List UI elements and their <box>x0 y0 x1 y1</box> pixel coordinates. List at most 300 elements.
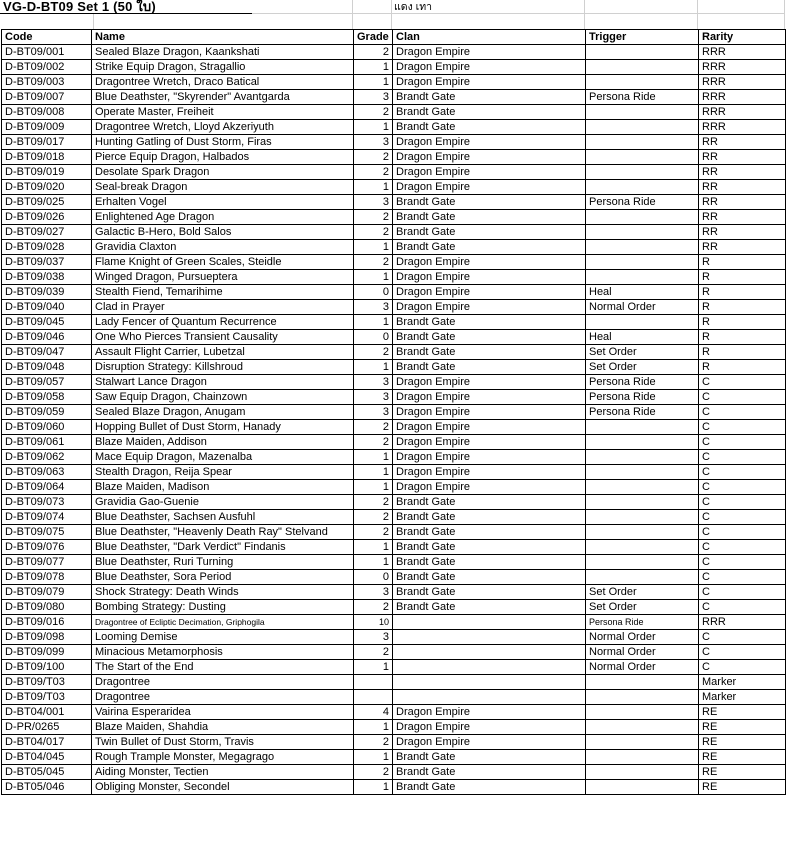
cell-rarity[interactable]: R <box>699 270 786 285</box>
cell-code[interactable]: D-BT09/063 <box>2 465 92 480</box>
cell-name[interactable]: Flame Knight of Green Scales, Steidle <box>92 255 354 270</box>
cell-trigger[interactable] <box>586 750 699 765</box>
cell-name[interactable]: Blaze Maiden, Shahdia <box>92 720 354 735</box>
cell-code[interactable]: D-BT09/074 <box>2 510 92 525</box>
cell-code[interactable]: D-BT09/025 <box>2 195 92 210</box>
cell-clan[interactable]: Dragon Empire <box>393 405 586 420</box>
cell-grade[interactable]: 2 <box>354 525 393 540</box>
cell-rarity[interactable]: RE <box>699 735 786 750</box>
cell-grade[interactable]: 2 <box>354 210 393 225</box>
cell-code[interactable]: D-BT09/039 <box>2 285 92 300</box>
cell-code[interactable]: D-BT09/020 <box>2 180 92 195</box>
cell-rarity[interactable]: C <box>699 465 786 480</box>
cell-trigger[interactable]: Heal <box>586 330 699 345</box>
cell-name[interactable]: Lady Fencer of Quantum Recurrence <box>92 315 354 330</box>
cell-clan[interactable]: Dragon Empire <box>393 45 586 60</box>
cell-trigger[interactable] <box>586 465 699 480</box>
cell-trigger[interactable] <box>586 675 699 690</box>
cell-trigger[interactable] <box>586 60 699 75</box>
cell-grade[interactable]: 3 <box>354 135 393 150</box>
cell-code[interactable]: D-BT09/007 <box>2 90 92 105</box>
cell-clan[interactable] <box>393 645 586 660</box>
cell-rarity[interactable]: RE <box>699 720 786 735</box>
cell-trigger[interactable] <box>586 120 699 135</box>
cell-code[interactable]: D-BT09/079 <box>2 585 92 600</box>
cell-grade[interactable]: 2 <box>354 345 393 360</box>
cell-code[interactable]: D-BT09/048 <box>2 360 92 375</box>
cell-name[interactable]: Erhalten Vogel <box>92 195 354 210</box>
cell-trigger[interactable]: Set Order <box>586 585 699 600</box>
cell-trigger[interactable]: Heal <box>586 285 699 300</box>
cell-clan[interactable] <box>393 675 586 690</box>
cell-trigger[interactable] <box>586 540 699 555</box>
cell-grade[interactable]: 3 <box>354 585 393 600</box>
cell-name[interactable]: Gravidia Claxton <box>92 240 354 255</box>
cell-code[interactable]: D-BT09/037 <box>2 255 92 270</box>
cell-grade[interactable]: 1 <box>354 315 393 330</box>
cell-grade[interactable]: 1 <box>354 270 393 285</box>
cell-code[interactable]: D-BT09/038 <box>2 270 92 285</box>
cell-clan[interactable]: Dragon Empire <box>393 285 586 300</box>
cell-code[interactable]: D-BT09/028 <box>2 240 92 255</box>
cell-trigger[interactable] <box>586 45 699 60</box>
cell-code[interactable]: D-BT09/047 <box>2 345 92 360</box>
cell-name[interactable]: Blaze Maiden, Addison <box>92 435 354 450</box>
cell-clan[interactable]: Brandt Gate <box>393 525 586 540</box>
cell-code[interactable]: D-BT09/062 <box>2 450 92 465</box>
cell-code[interactable]: D-BT09/017 <box>2 135 92 150</box>
cell-clan[interactable] <box>393 615 586 630</box>
cell-clan[interactable]: Dragon Empire <box>393 300 586 315</box>
cell-code[interactable]: D-BT09/045 <box>2 315 92 330</box>
cell-clan[interactable]: Brandt Gate <box>393 765 586 780</box>
cell-trigger[interactable] <box>586 105 699 120</box>
cell-clan[interactable]: Brandt Gate <box>393 105 586 120</box>
cell-code[interactable]: D-BT09/T03 <box>2 675 92 690</box>
cell-clan[interactable]: Brandt Gate <box>393 210 586 225</box>
cell-trigger[interactable] <box>586 720 699 735</box>
cell-name[interactable]: Mace Equip Dragon, Mazenalba <box>92 450 354 465</box>
cell-name[interactable]: Galactic B-Hero, Bold Salos <box>92 225 354 240</box>
cell-rarity[interactable]: C <box>699 420 786 435</box>
cell-rarity[interactable]: C <box>699 555 786 570</box>
cell-name[interactable]: Clad in Prayer <box>92 300 354 315</box>
column-header-rarity[interactable]: Rarity <box>699 30 786 45</box>
cell-grade[interactable]: 3 <box>354 300 393 315</box>
cell-code[interactable]: D-BT09/026 <box>2 210 92 225</box>
cell-clan[interactable]: Brandt Gate <box>393 600 586 615</box>
cell-clan[interactable]: Brandt Gate <box>393 540 586 555</box>
cell-clan[interactable] <box>393 690 586 705</box>
cell-clan[interactable]: Dragon Empire <box>393 135 586 150</box>
cell-clan[interactable]: Brandt Gate <box>393 780 586 795</box>
cell-trigger[interactable]: Set Order <box>586 345 699 360</box>
cell-clan[interactable]: Dragon Empire <box>393 75 586 90</box>
cell-name[interactable]: Dragontree <box>92 690 354 705</box>
cell-code[interactable]: D-BT09/098 <box>2 630 92 645</box>
cell-name[interactable]: Strike Equip Dragon, Stragallio <box>92 60 354 75</box>
cell-grade[interactable]: 1 <box>354 240 393 255</box>
cell-clan[interactable]: Dragon Empire <box>393 270 586 285</box>
cell-trigger[interactable] <box>586 555 699 570</box>
cell-name[interactable]: Seal-break Dragon <box>92 180 354 195</box>
cell-trigger[interactable]: Set Order <box>586 600 699 615</box>
cell-name[interactable]: Enlightened Age Dragon <box>92 210 354 225</box>
cell-grade[interactable]: 0 <box>354 285 393 300</box>
cell-rarity[interactable]: C <box>699 450 786 465</box>
cell-trigger[interactable] <box>586 570 699 585</box>
cell-name[interactable]: The Start of the End <box>92 660 354 675</box>
cell-name[interactable]: Aiding Monster, Tectien <box>92 765 354 780</box>
cell-rarity[interactable]: C <box>699 525 786 540</box>
cell-clan[interactable]: Dragon Empire <box>393 480 586 495</box>
cell-trigger[interactable]: Normal Order <box>586 300 699 315</box>
cell-grade[interactable]: 3 <box>354 375 393 390</box>
cell-trigger[interactable]: Set Order <box>586 360 699 375</box>
cell-code[interactable]: D-BT09/073 <box>2 495 92 510</box>
cell-clan[interactable]: Brandt Gate <box>393 315 586 330</box>
cell-code[interactable]: D-BT05/045 <box>2 765 92 780</box>
cell-name[interactable]: Blue Deathster, "Heavenly Death Ray" Stelvand <box>92 525 354 540</box>
cell-rarity[interactable]: Marker <box>699 690 786 705</box>
cell-trigger[interactable] <box>586 705 699 720</box>
cell-grade[interactable]: 2 <box>354 510 393 525</box>
cell-name[interactable]: Shock Strategy: Death Winds <box>92 585 354 600</box>
cell-grade[interactable]: 1 <box>354 75 393 90</box>
cell-name[interactable]: Saw Equip Dragon, Chainzown <box>92 390 354 405</box>
cell-rarity[interactable]: C <box>699 405 786 420</box>
cell-rarity[interactable]: C <box>699 660 786 675</box>
cell-grade[interactable]: 1 <box>354 450 393 465</box>
cell-code[interactable]: D-BT09/027 <box>2 225 92 240</box>
cell-grade[interactable] <box>354 675 393 690</box>
cell-trigger[interactable]: Normal Order <box>586 630 699 645</box>
cell-clan[interactable] <box>393 630 586 645</box>
cell-name[interactable]: Disruption Strategy: Killshroud <box>92 360 354 375</box>
cell-grade[interactable]: 3 <box>354 390 393 405</box>
cell-rarity[interactable]: RR <box>699 210 786 225</box>
cell-grade[interactable]: 2 <box>354 435 393 450</box>
cell-rarity[interactable]: C <box>699 645 786 660</box>
cell-grade[interactable]: 2 <box>354 165 393 180</box>
cell-code[interactable]: D-BT09/019 <box>2 165 92 180</box>
cell-grade[interactable]: 3 <box>354 90 393 105</box>
cell-code[interactable]: D-BT09/078 <box>2 570 92 585</box>
column-header-name[interactable]: Name <box>92 30 354 45</box>
cell-grade[interactable]: 2 <box>354 420 393 435</box>
cell-name[interactable]: Stalwart Lance Dragon <box>92 375 354 390</box>
cell-grade[interactable]: 4 <box>354 705 393 720</box>
cell-trigger[interactable] <box>586 420 699 435</box>
column-header-clan[interactable]: Clan <box>393 30 586 45</box>
cell-trigger[interactable] <box>586 450 699 465</box>
cell-code[interactable]: D-BT09/009 <box>2 120 92 135</box>
cell-trigger[interactable] <box>586 480 699 495</box>
cell-clan[interactable]: Dragon Empire <box>393 165 586 180</box>
cell-rarity[interactable]: RRR <box>699 45 786 60</box>
cell-grade[interactable]: 2 <box>354 765 393 780</box>
cell-trigger[interactable] <box>586 165 699 180</box>
cell-grade[interactable]: 1 <box>354 480 393 495</box>
cell-rarity[interactable]: R <box>699 330 786 345</box>
cell-code[interactable]: D-BT04/045 <box>2 750 92 765</box>
cell-code[interactable]: D-BT09/080 <box>2 600 92 615</box>
cell-rarity[interactable]: C <box>699 570 786 585</box>
cell-trigger[interactable] <box>586 150 699 165</box>
cell-grade[interactable]: 1 <box>354 660 393 675</box>
cell-clan[interactable]: Brandt Gate <box>393 570 586 585</box>
cell-trigger[interactable] <box>586 315 699 330</box>
cell-name[interactable]: Blue Deathster, Sora Period <box>92 570 354 585</box>
cell-trigger[interactable] <box>586 225 699 240</box>
cell-grade[interactable]: 2 <box>354 495 393 510</box>
cell-name[interactable]: Obliging Monster, Secondel <box>92 780 354 795</box>
cell-rarity[interactable]: R <box>699 360 786 375</box>
cell-grade[interactable]: 2 <box>354 645 393 660</box>
cell-clan[interactable]: Dragon Empire <box>393 390 586 405</box>
cell-grade[interactable]: 3 <box>354 195 393 210</box>
cell-grade[interactable]: 1 <box>354 555 393 570</box>
cell-rarity[interactable]: RRR <box>699 120 786 135</box>
cell-code[interactable]: D-BT09/003 <box>2 75 92 90</box>
cell-rarity[interactable]: RR <box>699 195 786 210</box>
cell-trigger[interactable]: Normal Order <box>586 660 699 675</box>
cell-code[interactable]: D-BT09/002 <box>2 60 92 75</box>
cell-code[interactable]: D-BT09/057 <box>2 375 92 390</box>
cell-rarity[interactable]: RR <box>699 180 786 195</box>
cell-name[interactable]: Minacious Metamorphosis <box>92 645 354 660</box>
cell-name[interactable]: Rough Trample Monster, Megagrago <box>92 750 354 765</box>
cell-grade[interactable]: 1 <box>354 180 393 195</box>
cell-code[interactable]: D-BT09/018 <box>2 150 92 165</box>
cell-clan[interactable]: Brandt Gate <box>393 585 586 600</box>
cell-clan[interactable]: Brandt Gate <box>393 225 586 240</box>
cell-code[interactable]: D-BT09/075 <box>2 525 92 540</box>
cell-trigger[interactable]: Persona Ride <box>586 375 699 390</box>
cell-code[interactable]: D-BT04/001 <box>2 705 92 720</box>
cell-rarity[interactable]: RR <box>699 165 786 180</box>
cell-name[interactable]: Dragontree Wretch, Draco Batical <box>92 75 354 90</box>
cell-code[interactable]: D-BT09/061 <box>2 435 92 450</box>
cell-clan[interactable]: Brandt Gate <box>393 750 586 765</box>
column-header-trigger[interactable]: Trigger <box>586 30 699 45</box>
cell-grade[interactable]: 1 <box>354 360 393 375</box>
cell-grade[interactable]: 1 <box>354 540 393 555</box>
cell-grade[interactable]: 2 <box>354 225 393 240</box>
cell-trigger[interactable] <box>586 735 699 750</box>
cell-name[interactable]: Dragontree of Ecliptic Decimation, Griphogila <box>92 615 354 630</box>
cell-code[interactable]: D-BT09/064 <box>2 480 92 495</box>
cell-name[interactable]: Stealth Fiend, Temarihime <box>92 285 354 300</box>
cell-code[interactable]: D-BT09/046 <box>2 330 92 345</box>
cell-clan[interactable]: Brandt Gate <box>393 90 586 105</box>
cell-rarity[interactable]: RR <box>699 135 786 150</box>
cell-grade[interactable]: 1 <box>354 120 393 135</box>
cell-name[interactable]: Blue Deathster, Ruri Turning <box>92 555 354 570</box>
cell-name[interactable]: Dragontree Wretch, Lloyd Akzeriyuth <box>92 120 354 135</box>
cell-code[interactable]: D-BT09/076 <box>2 540 92 555</box>
cell-rarity[interactable]: RR <box>699 225 786 240</box>
cell-trigger[interactable]: Normal Order <box>586 645 699 660</box>
cell-clan[interactable]: Dragon Empire <box>393 180 586 195</box>
cell-trigger[interactable] <box>586 765 699 780</box>
cell-rarity[interactable]: C <box>699 435 786 450</box>
cell-trigger[interactable]: Persona Ride <box>586 195 699 210</box>
cell-rarity[interactable]: C <box>699 495 786 510</box>
cell-grade[interactable]: 0 <box>354 570 393 585</box>
cell-grade[interactable]: 3 <box>354 405 393 420</box>
cell-name[interactable]: Sealed Blaze Dragon, Anugam <box>92 405 354 420</box>
cell-clan[interactable]: Dragon Empire <box>393 150 586 165</box>
cell-rarity[interactable]: C <box>699 540 786 555</box>
cell-rarity[interactable]: C <box>699 480 786 495</box>
cell-trigger[interactable] <box>586 210 699 225</box>
cell-rarity[interactable]: RR <box>699 150 786 165</box>
cell-rarity[interactable]: Marker <box>699 675 786 690</box>
cell-code[interactable]: D-BT09/077 <box>2 555 92 570</box>
cell-trigger[interactable]: Persona Ride <box>586 90 699 105</box>
cell-rarity[interactable]: RRR <box>699 90 786 105</box>
cell-name[interactable]: Looming Demise <box>92 630 354 645</box>
cell-name[interactable]: Gravidia Gao-Guenie <box>92 495 354 510</box>
cell-rarity[interactable]: R <box>699 255 786 270</box>
cell-clan[interactable]: Brandt Gate <box>393 345 586 360</box>
cell-rarity[interactable]: R <box>699 345 786 360</box>
cell-name[interactable]: Pierce Equip Dragon, Halbados <box>92 150 354 165</box>
cell-rarity[interactable]: RRR <box>699 105 786 120</box>
cell-clan[interactable]: Brandt Gate <box>393 555 586 570</box>
cell-code[interactable]: D-BT09/059 <box>2 405 92 420</box>
cell-grade[interactable]: 2 <box>354 255 393 270</box>
cell-clan[interactable]: Dragon Empire <box>393 375 586 390</box>
cell-name[interactable]: Blue Deathster, "Dark Verdict" Findanis <box>92 540 354 555</box>
cell-trigger[interactable] <box>586 75 699 90</box>
cell-clan[interactable]: Dragon Empire <box>393 465 586 480</box>
cell-trigger[interactable] <box>586 495 699 510</box>
cell-trigger[interactable] <box>586 180 699 195</box>
cell-rarity[interactable]: C <box>699 600 786 615</box>
cell-rarity[interactable]: C <box>699 390 786 405</box>
cell-rarity[interactable]: RE <box>699 750 786 765</box>
cell-name[interactable]: Operate Master, Freiheit <box>92 105 354 120</box>
cell-clan[interactable]: Brandt Gate <box>393 330 586 345</box>
cell-rarity[interactable]: RRR <box>699 75 786 90</box>
cell-name[interactable]: Stealth Dragon, Reija Spear <box>92 465 354 480</box>
cell-code[interactable]: D-BT09/060 <box>2 420 92 435</box>
cell-rarity[interactable]: R <box>699 285 786 300</box>
cell-grade[interactable]: 2 <box>354 105 393 120</box>
cell-name[interactable]: Vairina Esperaridea <box>92 705 354 720</box>
column-header-code[interactable]: Code <box>2 30 92 45</box>
cell-trigger[interactable] <box>586 435 699 450</box>
cell-clan[interactable]: Brandt Gate <box>393 120 586 135</box>
cell-trigger[interactable] <box>586 255 699 270</box>
cell-trigger[interactable] <box>586 525 699 540</box>
cell-trigger[interactable]: Persona Ride <box>586 615 699 630</box>
cell-rarity[interactable]: RE <box>699 705 786 720</box>
cell-trigger[interactable] <box>586 510 699 525</box>
cell-name[interactable]: Winged Dragon, Pursueptera <box>92 270 354 285</box>
cell-clan[interactable]: Brandt Gate <box>393 360 586 375</box>
cell-trigger[interactable]: Persona Ride <box>586 405 699 420</box>
cell-code[interactable]: D-BT09/008 <box>2 105 92 120</box>
cell-grade[interactable]: 2 <box>354 150 393 165</box>
cell-clan[interactable]: Brandt Gate <box>393 510 586 525</box>
cell-code[interactable]: D-BT09/001 <box>2 45 92 60</box>
cell-name[interactable]: Blue Deathster, Sachsen Ausfuhl <box>92 510 354 525</box>
cell-name[interactable]: Blue Deathster, "Skyrender" Avantgarda <box>92 90 354 105</box>
cell-name[interactable]: Twin Bullet of Dust Storm, Travis <box>92 735 354 750</box>
cell-code[interactable]: D-BT09/099 <box>2 645 92 660</box>
cell-grade[interactable]: 0 <box>354 330 393 345</box>
cell-trigger[interactable] <box>586 135 699 150</box>
cell-clan[interactable]: Dragon Empire <box>393 720 586 735</box>
cell-clan[interactable]: Dragon Empire <box>393 420 586 435</box>
cell-code[interactable]: D-PR/0265 <box>2 720 92 735</box>
cell-name[interactable]: Hopping Bullet of Dust Storm, Hanady <box>92 420 354 435</box>
cell-code[interactable]: D-BT04/017 <box>2 735 92 750</box>
cell-rarity[interactable]: RRR <box>699 615 786 630</box>
cell-code[interactable]: D-BT09/040 <box>2 300 92 315</box>
cell-name[interactable]: Desolate Spark Dragon <box>92 165 354 180</box>
cell-grade[interactable]: 2 <box>354 600 393 615</box>
cell-code[interactable]: D-BT09/016 <box>2 615 92 630</box>
cell-rarity[interactable]: C <box>699 585 786 600</box>
cell-trigger[interactable] <box>586 240 699 255</box>
cell-name[interactable]: Dragontree <box>92 675 354 690</box>
cell-clan[interactable]: Dragon Empire <box>393 255 586 270</box>
cell-grade[interactable]: 2 <box>354 45 393 60</box>
cell-rarity[interactable]: C <box>699 510 786 525</box>
cell-grade[interactable] <box>354 690 393 705</box>
cell-rarity[interactable]: RE <box>699 765 786 780</box>
cell-rarity[interactable]: RE <box>699 780 786 795</box>
cell-name[interactable]: Bombing Strategy: Dusting <box>92 600 354 615</box>
cell-trigger[interactable]: Persona Ride <box>586 390 699 405</box>
cell-name[interactable]: Hunting Gatling of Dust Storm, Firas <box>92 135 354 150</box>
cell-name[interactable]: Sealed Blaze Dragon, Kaankshati <box>92 45 354 60</box>
cell-clan[interactable]: Dragon Empire <box>393 705 586 720</box>
cell-clan[interactable]: Brandt Gate <box>393 495 586 510</box>
cell-grade[interactable]: 2 <box>354 735 393 750</box>
cell-rarity[interactable]: C <box>699 375 786 390</box>
cell-code[interactable]: D-BT09/100 <box>2 660 92 675</box>
cell-rarity[interactable]: R <box>699 300 786 315</box>
cell-clan[interactable] <box>393 660 586 675</box>
cell-rarity[interactable]: C <box>699 630 786 645</box>
cell-code[interactable]: D-BT05/046 <box>2 780 92 795</box>
cell-grade[interactable]: 1 <box>354 60 393 75</box>
cell-clan[interactable]: Dragon Empire <box>393 450 586 465</box>
cell-trigger[interactable] <box>586 780 699 795</box>
cell-clan[interactable]: Dragon Empire <box>393 435 586 450</box>
cell-grade[interactable]: 1 <box>354 780 393 795</box>
column-header-grade[interactable]: Grade <box>354 30 393 45</box>
cell-trigger[interactable] <box>586 690 699 705</box>
cell-grade[interactable]: 1 <box>354 720 393 735</box>
cell-clan[interactable]: Brandt Gate <box>393 195 586 210</box>
cell-name[interactable]: One Who Pierces Transient Causality <box>92 330 354 345</box>
cell-clan[interactable]: Brandt Gate <box>393 240 586 255</box>
cell-name[interactable]: Blaze Maiden, Madison <box>92 480 354 495</box>
cell-grade[interactable]: 1 <box>354 465 393 480</box>
cell-code[interactable]: D-BT09/T03 <box>2 690 92 705</box>
cell-trigger[interactable] <box>586 270 699 285</box>
cell-grade[interactable]: 1 <box>354 750 393 765</box>
cell-grade[interactable]: 10 <box>354 615 393 630</box>
cell-clan[interactable]: Dragon Empire <box>393 60 586 75</box>
cell-clan[interactable]: Dragon Empire <box>393 735 586 750</box>
